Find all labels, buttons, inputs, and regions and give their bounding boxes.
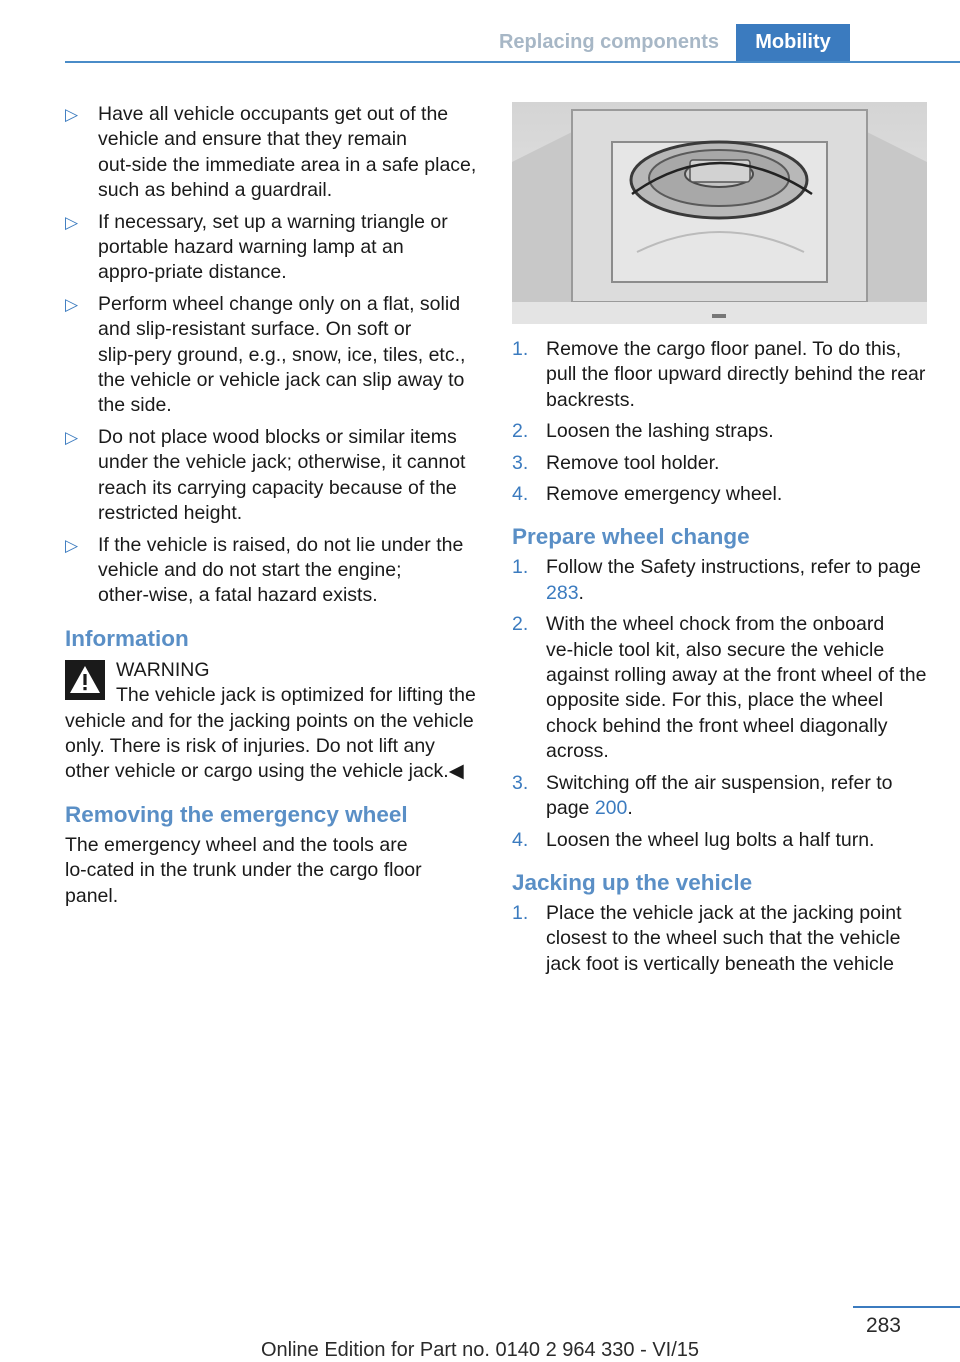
warning-title: WARNING — [116, 658, 210, 681]
list-item: 1. Remove the cargo floor panel. To do this, pull the floor upward directly behind the rear backrests. — [512, 338, 926, 411]
prepare-wheel-change-heading: Prepare wheel change — [512, 524, 750, 550]
chapter-tab: Mobility — [736, 24, 850, 63]
footer-rule — [853, 1306, 960, 1308]
edition-footer: Online Edition for Part no. 0140 2 964 330 - VI/15 — [260, 1339, 700, 1361]
remove-wheel-heading: Removing the emergency wheel — [65, 801, 408, 827]
list-item: 1. Place the vehicle jack at the jacking point closest to the wheel such that the vehicle jack foot is vertically beneath the vehicle — [512, 901, 902, 975]
list-item: 4. Loosen the wheel lug bolts a half turn. — [512, 828, 875, 851]
triangle-bullet-icon: ▷ — [65, 535, 79, 555]
warning-triangle-icon — [65, 660, 105, 700]
triangle-bullet-icon: ▷ — [65, 105, 79, 124]
page-link[interactable]: 200 — [594, 797, 628, 820]
left-column — [65, 102, 477, 909]
list-item: 2. Loosen the lashing straps. — [512, 420, 774, 443]
right-column — [512, 102, 930, 983]
warning-box — [65, 658, 477, 785]
header-rule — [65, 61, 960, 63]
page-number: 283 — [865, 1314, 901, 1337]
triangle-bullet-icon: ▷ — [65, 212, 79, 232]
remove-wheel-steps — [512, 337, 930, 507]
list-item: ▷ Perform wheel change only on a flat, solid and slip-resistant surface. On soft or slip‑pery ground, e.g., snow, ice, tiles, etc., the vehicle or vehicle jack can slip away to the side. — [65, 292, 466, 417]
list-item: 3. Remove tool holder. — [512, 451, 720, 474]
list-item: 4. Remove emergency wheel. — [512, 483, 783, 506]
remove-wheel-text: The emergency wheel and the tools are lo‑cated in the trunk under the cargo floor panel. — [65, 833, 422, 907]
triangle-bullet-icon: ▷ — [65, 294, 79, 314]
section-title: Replacing components — [498, 31, 720, 53]
list-item: ▷ Have all vehicle occupants get out of the vehicle and ensure that they remain out‑side the immediate area in a safe place, such as behind a guardrail. — [65, 103, 477, 202]
jacking-steps — [512, 901, 930, 977]
prepare-steps — [512, 555, 930, 852]
jacking-up-heading: Jacking up the vehicle — [512, 869, 753, 895]
list-item: ▷ If necessary, set up a warning triangle or portable hazard warning lamp at an appro‑priate distance. — [65, 210, 448, 284]
information-heading: Information — [65, 625, 189, 651]
list-item: 3. Switching off the air suspension, refer to page 200. — [512, 771, 893, 820]
list-item: 1. Follow the Safety instructions, refer to page 283. — [512, 556, 922, 604]
list-item: 2. With the wheel chock from the onboard ve‑hicle tool kit, also secure the vehicle against rolling away at the front wheel of the opposite side. For this, place the wheel chock behind the front wheel diagonally across. — [512, 613, 927, 763]
list-item: ▷ If the vehicle is raised, do not lie under the vehicle and do not start the engine; other‑wise, a fatal hazard exists. — [65, 533, 464, 607]
trunk-emergency-wheel-illustration — [512, 102, 927, 324]
warning-body: The vehicle jack is optimized for lifting the vehicle and for the jacking points on the vehicle only. There is risk of injuries. Do not lift any other vehicle or cargo using the vehicle jack.◀ — [65, 684, 476, 783]
page-link[interactable]: 283 — [546, 581, 579, 604]
list-item: ▷ Do not place wood blocks or similar items under the vehicle jack; otherwise, it cannot reach its carrying capacity because of the restricted height. — [65, 425, 466, 525]
safety-bullet-list — [65, 102, 477, 609]
triangle-bullet-icon: ▷ — [65, 427, 79, 447]
